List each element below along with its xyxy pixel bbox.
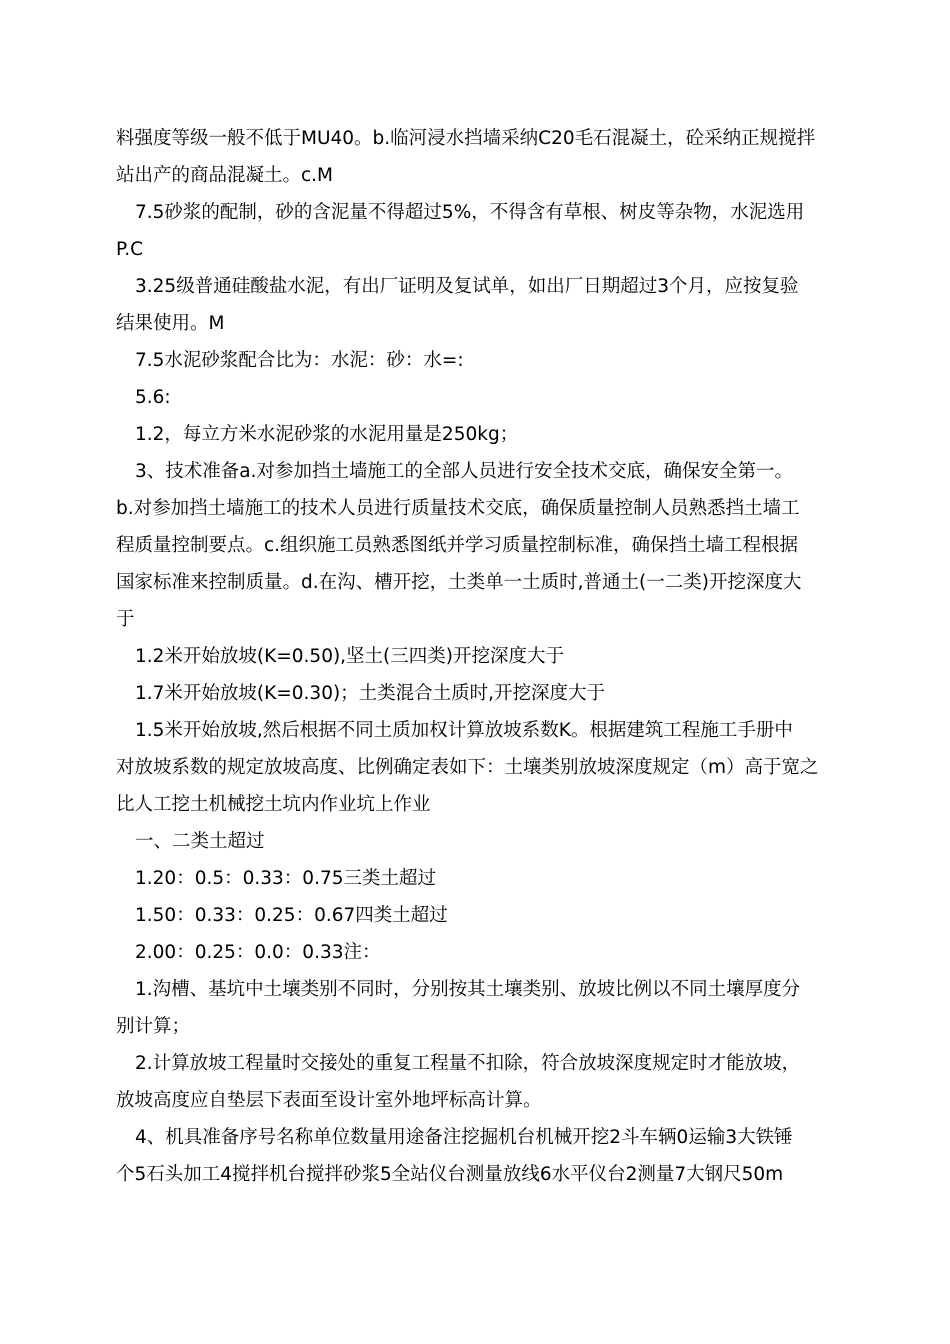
- text-line: 1.沟槽、基坑中土壤类别不同时，分别按其土壤类别、放坡比例以不同土壤厚度分: [135, 979, 801, 1000]
- text-line: 7.5砂浆的配制，砂的含泥量不得超过5%，不得含有草根、树皮等杂物，水泥选用: [135, 202, 805, 223]
- text-line: 放坡高度应自垫层下表面至设计室外地坪标高计算。: [116, 1090, 542, 1111]
- text-line: 1.5米开始放坡,然后根据不同土质加权计算放坡系数K。根据建筑工程施工手册中: [135, 720, 793, 741]
- text-line: 7.5水泥砂浆配合比为：水泥：砂：水=:: [135, 350, 464, 371]
- text-line: 站出产的商品混凝土。c.M: [116, 165, 334, 186]
- text-line: 国家标准来控制质量。d.在沟、槽开挖，土类单一土质时,普通土(一二类)开挖深度大: [116, 572, 802, 593]
- text-line: 2.计算放坡工程量时交接处的重复工程量不扣除，符合放坡深度规定时才能放坡，: [135, 1053, 801, 1074]
- text-line: 1.20：0.5：0.33：0.75三类土超过: [135, 868, 436, 889]
- text-line: 3、技术准备a.对参加挡土墙施工的全部人员进行安全技术交底，确保安全第一。: [135, 461, 793, 482]
- text-line: 1.50：0.33：0.25：0.67四类土超过: [135, 905, 448, 926]
- text-line: 5.6:: [135, 387, 171, 408]
- text-line: 对放坡系数的规定放坡高度、比例确定表如下：土壤类别放坡深度规定（m）高于宽之: [116, 757, 819, 778]
- text-line: 结果使用。M: [116, 313, 225, 334]
- text-line: 料强度等级一般不低于MU40。b.临河浸水挡墙采纳C20毛石混凝土，砼采纳正规搅拌: [116, 128, 816, 149]
- text-line: 3.25级普通硅酸盐水泥，有出厂证明及复试单，如出厂日期超过3个月，应按复验: [135, 276, 799, 297]
- text-line: 2.00：0.25：0.0：0.33注：: [135, 942, 381, 963]
- text-line: 1.2，每立方米水泥砂浆的水泥用量是250kg；: [135, 424, 519, 445]
- text-line: P.C: [116, 239, 144, 260]
- text-line: 比人工挖土机械挖土坑内作业坑上作业: [116, 794, 431, 815]
- text-line: 于: [116, 609, 135, 630]
- text-line: 一、二类土超过: [135, 831, 265, 852]
- text-line: 别计算；: [116, 1016, 191, 1037]
- text-line: 4、机具准备序号名称单位数量用途备注挖掘机台机械开挖2斗车辆0运输3大铁锤: [135, 1127, 793, 1148]
- text-line: 个5石头加工4搅拌机台搅拌砂浆5全站仪台测量放线6水平仪台2测量7大钢尺50m: [116, 1164, 784, 1185]
- text-line: b.对参加挡土墙施工的技术人员进行质量技术交底，确保质量控制人员熟悉挡土墙工: [116, 498, 800, 519]
- text-line: 程质量控制要点。c.组织施工员熟悉图纸并学习质量控制标准，确保挡土墙工程根据: [116, 535, 799, 556]
- document-body: [116, 120, 840, 1193]
- text-line: 1.2米开始放坡(K=0.50),坚土(三四类)开挖深度大于: [135, 646, 564, 667]
- text-line: 1.7米开始放坡(K=0.30)；土类混合土质时,开挖深度大于: [135, 683, 606, 704]
